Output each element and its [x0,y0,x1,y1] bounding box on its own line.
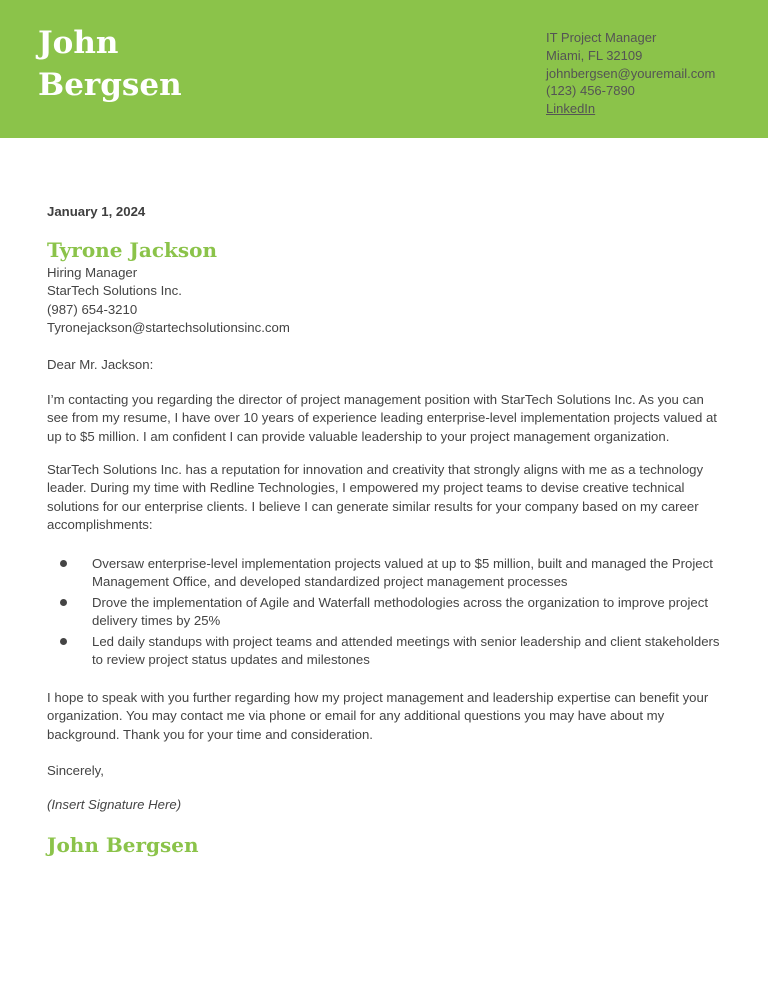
bullet-icon [60,638,67,645]
linkedin-link[interactable]: LinkedIn [546,101,596,117]
signer-name: John Bergsen [47,833,199,857]
email: johnbergsen@youremail.com [546,65,716,81]
bullet-icon [60,599,67,606]
list-item-text: Oversaw enterprise-level implementation projects valued at up to $5 million, built and managed the Project Management Office, and developed standardized project management processes [92,556,713,590]
salutation: Dear Mr. Jackson: [47,357,154,372]
bullet-icon [60,560,67,567]
recipient-name: Tyrone Jackson [47,238,218,262]
paragraph-experience: StarTech Solutions Inc. has a reputation for innovation and creativity that strongly aligns with me as a technology leader. During my time with Redline Technologies, I empowered my project teams to devise creative technical solutions for our enterprise clients. I believe I can generate similar results for your company based on my career accomplishments: [47,462,704,533]
list-item [47,633,727,670]
list-item-text: Drove the implementation of Agile and Waterfall methodologies across the organization to improve project delivery times by 25% [92,594,708,629]
phone: (123) 456-7890 [546,83,635,99]
recipient-email: Tyronejackson@startechsolutionsinc.com [47,320,290,336]
accomplishments-list [47,555,727,671]
list-item [47,555,727,592]
recipient-phone: (987) 654-3210 [47,301,138,317]
recipient-title: Hiring Manager [47,265,138,280]
signature-placeholder: (Insert Signature Here) [47,797,182,812]
sender-first-name: John [38,25,119,61]
letter-date: January 1, 2024 [47,204,146,219]
closing: Sincerely, [47,763,104,778]
sender-name [38,22,338,106]
paragraph-intro: I’m contacting you regarding the director of project management position with StarTech Solutions Inc. As you can see from my resume, I have over 10 years of experience leading enterprise-level implementation projects valued at up to $5 million. I am confident I can provide valuable leadership to your project management organization. [47,392,717,444]
list-item [47,594,727,631]
contact-block [546,29,761,118]
list-item-text: Led daily standups with project teams and attended meetings with senior leadership and client stakeholders to review project status updates and milestones [92,633,720,668]
location: Miami, FL 32109 [546,47,643,63]
job-title: IT Project Manager [546,30,657,45]
header-banner [0,0,768,138]
paragraph-closing: I hope to speak with you further regarding how my project management and leadership expertise can benefit your organization. You may contact me via phone or email for any additional questions you may have about my background. Thank you for your time and consideration. [47,690,709,742]
recipient-company: StarTech Solutions Inc. [47,283,182,299]
sender-last-name: Bergsen [38,67,182,103]
recipient-details [47,264,290,338]
